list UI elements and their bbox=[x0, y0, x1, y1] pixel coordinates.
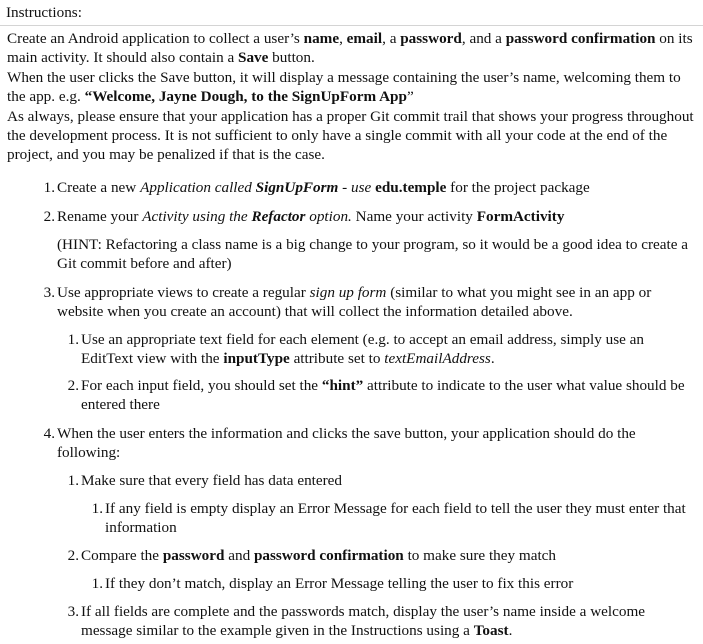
step-4-2-1 bbox=[81, 574, 697, 593]
step-4-3 bbox=[57, 602, 697, 641]
step-number: 2. bbox=[67, 377, 79, 394]
step-2 bbox=[33, 207, 697, 226]
intro-section bbox=[7, 29, 697, 165]
instructions-heading: Instructions: bbox=[6, 4, 82, 21]
step-text: For each input field, you should set the “hint” attribute to indicate to the user what value should be entered there bbox=[81, 377, 685, 414]
step-text: Rename your Activity using the Refactor option. Name your activity FormActivity bbox=[57, 208, 565, 225]
step-number: 1. bbox=[67, 472, 79, 489]
step-text: If any field is empty display an Error Message for each field to tell the user they must enter that information bbox=[105, 500, 686, 537]
step-text: When the user enters the information and clicks the save button, your application should do the following: bbox=[57, 425, 636, 462]
step-3 bbox=[33, 283, 697, 322]
step-number: 1. bbox=[91, 500, 103, 517]
step-number: 2. bbox=[67, 547, 79, 564]
step-number: 2. bbox=[43, 208, 55, 225]
step-4-1 bbox=[57, 471, 697, 490]
step-3-2 bbox=[57, 376, 697, 415]
step-text: Use an appropriate text field for each element (e.g. to accept an email address, simply use an EditText view with the inputType attribute set to textEmailAddress. bbox=[81, 331, 644, 368]
step-4-1-1 bbox=[81, 499, 697, 538]
heading-divider bbox=[0, 25, 703, 26]
step-number: 4. bbox=[43, 425, 55, 442]
step-number: 1. bbox=[43, 179, 55, 196]
intro-paragraph-save-behavior: When the user clicks the Save button, it will display a message containing the user’s name, welcoming them to the app. e.g. “Welcome, Jayne Dough, to the SignUpForm App” bbox=[7, 68, 681, 106]
step-number: 1. bbox=[91, 575, 103, 592]
step-4-2 bbox=[57, 546, 697, 565]
step-text: Use appropriate views to create a regular sign up form (similar to what you might see in an app or website when you create an account) that will collect the information detailed above. bbox=[57, 284, 652, 321]
step-text: Compare the password and password confirmation to make sure they match bbox=[81, 547, 557, 564]
step-number: 3. bbox=[43, 284, 55, 301]
step-number: 1. bbox=[67, 331, 79, 348]
step-3-1 bbox=[57, 330, 697, 369]
step-text: If all fields are complete and the passwords match, display the user’s name inside a welcome message similar to the example given in the Instructions using a Toast. bbox=[81, 603, 646, 640]
step-text: If they don’t match, display an Error Message telling the user to fix this error bbox=[105, 575, 574, 592]
step-text: Create a new Application called SignUpForm - use edu.temple for the project package bbox=[57, 179, 590, 196]
step-number: 3. bbox=[67, 603, 79, 620]
step-1 bbox=[33, 178, 697, 197]
step-2-hint: (HINT: Refactoring a class name is a big change to your program, so it would be a good idea to create a Git commit before and after) bbox=[57, 236, 688, 273]
step-4 bbox=[33, 424, 697, 463]
step-text: Make sure that every field has data entered bbox=[81, 472, 343, 489]
intro-paragraph-git: As always, please ensure that your application has a proper Git commit trail that shows your progress throughout the development process. It is not sufficient to only have a single commit with all your code at the end of the project, and you may be penalized if that is the case. bbox=[7, 107, 694, 164]
intro-paragraph-requirements: Create an Android application to collect a user’s name, email, a password, and a password confirmation on its main activity. It should also contain a Save button. bbox=[7, 30, 693, 67]
